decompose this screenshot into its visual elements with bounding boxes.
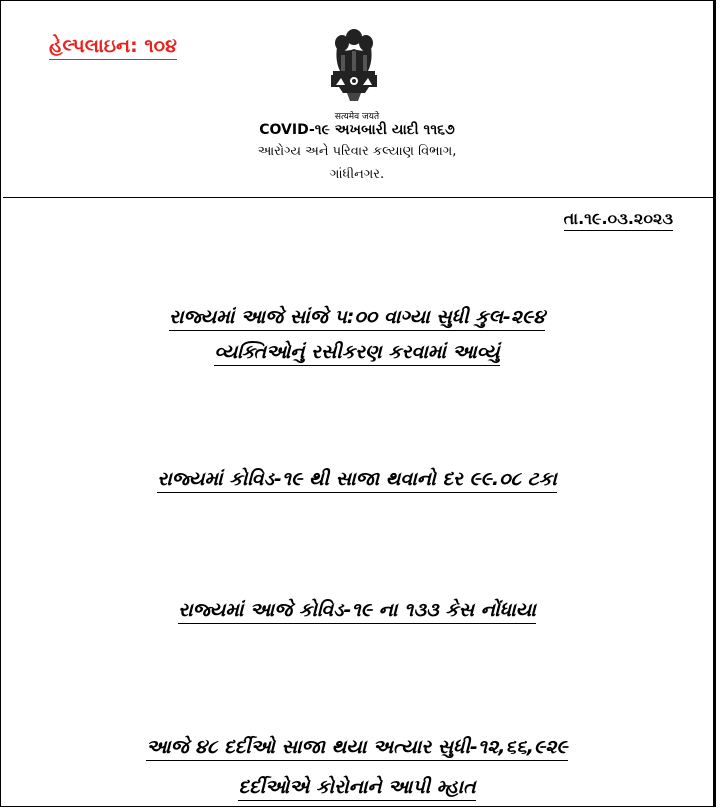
department-name: આરોગ્ય અને પરિવાર કલ્યાણ વિભાગ, [257,144,457,159]
city-name: ગાંધીનગર. [329,167,385,182]
national-emblem-icon [327,27,381,109]
emblem-motto: सत्यमेव जयते [334,112,380,122]
headline-recovered-line-2: દર્દીઓએ કોરોનાને આપી મ્હાત [1,776,713,801]
headline-vaccination-line-1: રાજ્યમાં આજે સાંજે ૫:૦૦ વાગ્યા સુધી કુલ-૨૯૪ [1,306,713,331]
header-divider [3,197,713,198]
headline-recovered-line-1: આજે ૪૮ દર્દીઓ સાજા થયા અત્યાર સુધી-૧૨,૬૬,૯૨૯ [1,736,713,761]
helpline-label: હેલ્પલાઇન: ૧૦૪ [49,35,177,60]
headline-recovery-rate: રાજ્યમાં કોવિડ-૧૯ થી સાજા થવાનો દર ૯૯.૦૮ ટકા [1,468,713,493]
release-date: તા.૧૯.૦૩.૨૦૨૩ [564,209,673,231]
headline-new-cases: રાજ્યમાં આજે કોવિડ-૧૯ ના ૧૩૩ કેસ નોંધાયા [1,599,713,624]
headline-vaccination-line-2: વ્યક્તિઓનું રસીકરણ કરવામાં આવ્યું [1,341,713,366]
bulletin-title: COVID-૧૯ અખબારી યાદી ૧૧૬૭ [259,122,455,138]
